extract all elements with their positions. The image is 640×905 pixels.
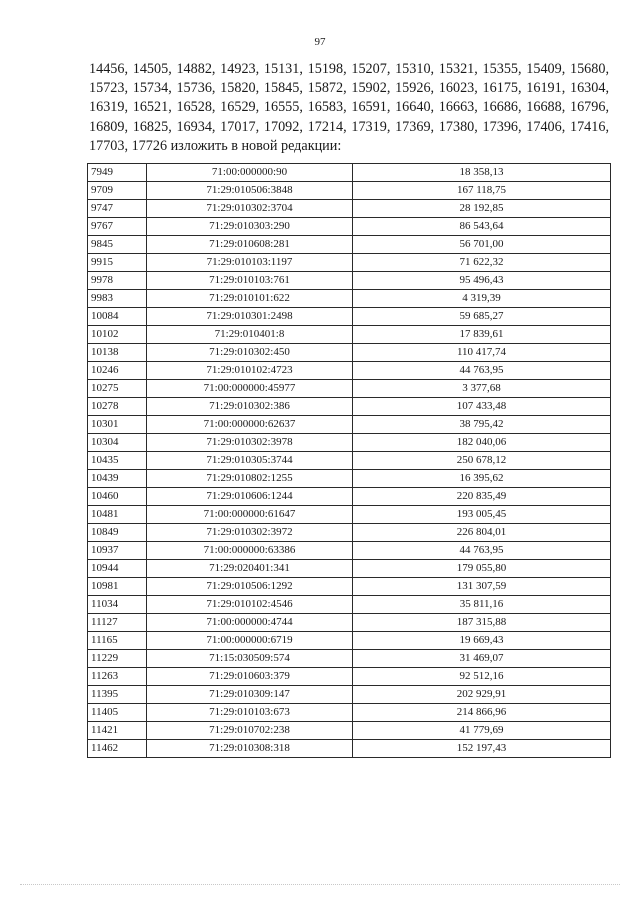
cadastral-value-cell: 95 496,43 <box>353 272 611 290</box>
cadastral-number-cell: 71:00:000000:62637 <box>147 416 353 434</box>
cadastral-number-cell: 71:29:010302:386 <box>147 398 353 416</box>
row-number-cell: 10944 <box>88 560 147 578</box>
row-number-cell: 11462 <box>88 740 147 758</box>
cadastral-value-cell: 16 395,62 <box>353 470 611 488</box>
cadastral-value-cell: 107 433,48 <box>353 398 611 416</box>
row-number-cell: 10138 <box>88 344 147 362</box>
row-number-cell: 10278 <box>88 398 147 416</box>
table-row <box>88 686 611 704</box>
cadastral-number-cell: 71:00:000000:45977 <box>147 380 353 398</box>
cadastral-number-cell: 71:29:010603:379 <box>147 668 353 686</box>
cadastral-value-cell: 152 197,43 <box>353 740 611 758</box>
row-number-cell: 10084 <box>88 308 147 326</box>
table-row <box>88 380 611 398</box>
cadastral-number-cell: 71:29:010302:3972 <box>147 524 353 542</box>
cadastral-number-cell: 71:29:010302:3704 <box>147 200 353 218</box>
table-row <box>88 596 611 614</box>
table-row <box>88 236 611 254</box>
table-row <box>88 290 611 308</box>
cadastral-value-cell: 179 055,80 <box>353 560 611 578</box>
row-number-cell: 10849 <box>88 524 147 542</box>
table-row <box>88 164 611 182</box>
table-row <box>88 614 611 632</box>
cadastral-value-cell: 19 669,43 <box>353 632 611 650</box>
cadastral-value-cell: 182 040,06 <box>353 434 611 452</box>
cadastral-number-cell: 71:29:010506:1292 <box>147 578 353 596</box>
cadastral-value-cell: 44 763,95 <box>353 542 611 560</box>
cadastral-number-cell: 71:15:030509:574 <box>147 650 353 668</box>
cadastral-number-cell: 71:29:010301:2498 <box>147 308 353 326</box>
table-row <box>88 434 611 452</box>
row-number-cell: 11034 <box>88 596 147 614</box>
cadastral-value-cell: 226 804,01 <box>353 524 611 542</box>
cadastral-number-cell: 71:29:010702:238 <box>147 722 353 740</box>
table-row <box>88 578 611 596</box>
row-number-cell: 11395 <box>88 686 147 704</box>
row-number-cell: 9978 <box>88 272 147 290</box>
table-row <box>88 308 611 326</box>
table-row <box>88 452 611 470</box>
row-number-cell: 9983 <box>88 290 147 308</box>
cadastral-value-cell: 18 358,13 <box>353 164 611 182</box>
table-row <box>88 542 611 560</box>
table-row <box>88 416 611 434</box>
cadastral-number-cell: 71:29:010608:281 <box>147 236 353 254</box>
table-row <box>88 470 611 488</box>
table-row <box>88 254 611 272</box>
cadastral-value-cell: 44 763,95 <box>353 362 611 380</box>
row-number-cell: 7949 <box>88 164 147 182</box>
row-number-cell: 11127 <box>88 614 147 632</box>
cadastral-value-cell: 131 307,59 <box>353 578 611 596</box>
table-row <box>88 632 611 650</box>
cadastral-number-cell: 71:29:010506:3848 <box>147 182 353 200</box>
row-number-cell: 11421 <box>88 722 147 740</box>
table-row <box>88 506 611 524</box>
table-body <box>88 164 611 758</box>
cadastral-value-cell: 31 469,07 <box>353 650 611 668</box>
cadastral-number-cell: 71:29:010102:4723 <box>147 362 353 380</box>
row-number-cell: 10246 <box>88 362 147 380</box>
cadastral-value-cell: 193 005,45 <box>353 506 611 524</box>
row-number-cell: 10481 <box>88 506 147 524</box>
cadastral-value-cell: 3 377,68 <box>353 380 611 398</box>
cadastral-value-cell: 110 417,74 <box>353 344 611 362</box>
cadastral-value-cell: 41 779,69 <box>353 722 611 740</box>
page-number: 97 <box>314 36 326 48</box>
footer-divider <box>20 884 620 886</box>
cadastral-number-cell: 71:29:020401:341 <box>147 560 353 578</box>
row-number-cell: 10102 <box>88 326 147 344</box>
table-row <box>88 218 611 236</box>
cadastral-number-cell: 71:29:010103:1197 <box>147 254 353 272</box>
cadastral-value-cell: 250 678,12 <box>353 452 611 470</box>
row-number-cell: 9845 <box>88 236 147 254</box>
cadastral-value-cell: 28 192,85 <box>353 200 611 218</box>
cadastral-number-cell: 71:29:010802:1255 <box>147 470 353 488</box>
cadastral-number-cell: 71:29:010308:318 <box>147 740 353 758</box>
table-row <box>88 200 611 218</box>
cadastral-value-cell: 187 315,88 <box>353 614 611 632</box>
cadastral-value-cell: 167 118,75 <box>353 182 611 200</box>
row-number-cell: 9915 <box>88 254 147 272</box>
table-row <box>88 560 611 578</box>
row-number-cell: 11229 <box>88 650 147 668</box>
row-number-cell: 9767 <box>88 218 147 236</box>
cadastral-number-cell: 71:00:000000:61647 <box>147 506 353 524</box>
row-number-cell: 10460 <box>88 488 147 506</box>
table-row <box>88 326 611 344</box>
row-number-cell: 10275 <box>88 380 147 398</box>
cadastral-number-cell: 71:00:000000:4744 <box>147 614 353 632</box>
cadastral-number-cell: 71:29:010102:4546 <box>147 596 353 614</box>
intro-paragraph: 14456, 14505, 14882, 14923, 15131, 15198, 15207, 15310, 15321, 15355, 15409, 15680, 15723, 15734, 15736, 15820, 15845, 15872, 15902, 15926, 16023, 16175, 16191, 16304, 16319, 16521, 16528, 16529, 16555, 16583, 16591, 16640, 16663, 16686, 16688, 16796, 16809, 16825, 16934, 17017, 17092, 17214, 17319, 17369, 17380, 17396, 17406, 17416, 17703, 17726 изложить в новой редакции: <box>89 61 609 154</box>
cadastral-value-cell: 92 512,16 <box>353 668 611 686</box>
row-number-cell: 11405 <box>88 704 147 722</box>
cadastral-number-cell: 71:00:000000:90 <box>147 164 353 182</box>
table-row <box>88 740 611 758</box>
row-number-cell: 10981 <box>88 578 147 596</box>
cadastral-number-cell: 71:29:010309:147 <box>147 686 353 704</box>
cadastral-value-cell: 38 795,42 <box>353 416 611 434</box>
table-row <box>88 650 611 668</box>
cadastral-value-cell: 17 839,61 <box>353 326 611 344</box>
row-number-cell: 11165 <box>88 632 147 650</box>
cadastral-number-cell: 71:29:010302:450 <box>147 344 353 362</box>
table-row <box>88 182 611 200</box>
cadastral-value-cell: 4 319,39 <box>353 290 611 308</box>
table-row <box>88 344 611 362</box>
cadastral-value-cell: 86 543,64 <box>353 218 611 236</box>
cadastral-number-cell: 71:29:010103:673 <box>147 704 353 722</box>
table-row <box>88 398 611 416</box>
cadastral-value-cell: 220 835,49 <box>353 488 611 506</box>
cadastral-number-cell: 71:29:010305:3744 <box>147 452 353 470</box>
cadastral-number-cell: 71:00:000000:6719 <box>147 632 353 650</box>
cadastral-value-cell: 59 685,27 <box>353 308 611 326</box>
cadastral-number-cell: 71:00:000000:63386 <box>147 542 353 560</box>
table-row <box>88 722 611 740</box>
cadastral-value-cell: 202 929,91 <box>353 686 611 704</box>
row-number-cell: 9747 <box>88 200 147 218</box>
row-number-cell: 10439 <box>88 470 147 488</box>
row-number-cell: 10304 <box>88 434 147 452</box>
cadastral-value-cell: 56 701,00 <box>353 236 611 254</box>
table-row <box>88 524 611 542</box>
cadastral-number-cell: 71:29:010401:8 <box>147 326 353 344</box>
row-number-cell: 10937 <box>88 542 147 560</box>
cadastral-value-cell: 71 622,32 <box>353 254 611 272</box>
cadastral-number-cell: 71:29:010303:290 <box>147 218 353 236</box>
cadastral-number-cell: 71:29:010302:3978 <box>147 434 353 452</box>
cadastral-number-cell: 71:29:010606:1244 <box>147 488 353 506</box>
cadastral-value-cell: 35 811,16 <box>353 596 611 614</box>
cadastral-value-cell: 214 866,96 <box>353 704 611 722</box>
row-number-cell: 10435 <box>88 452 147 470</box>
table-row <box>88 272 611 290</box>
table-row <box>88 704 611 722</box>
table-row <box>88 668 611 686</box>
table-row <box>88 362 611 380</box>
cadastral-number-cell: 71:29:010103:761 <box>147 272 353 290</box>
row-number-cell: 9709 <box>88 182 147 200</box>
row-number-cell: 10301 <box>88 416 147 434</box>
table-row <box>88 488 611 506</box>
cadastral-number-cell: 71:29:010101:622 <box>147 290 353 308</box>
row-number-cell: 11263 <box>88 668 147 686</box>
cadastral-value-table <box>87 163 611 758</box>
